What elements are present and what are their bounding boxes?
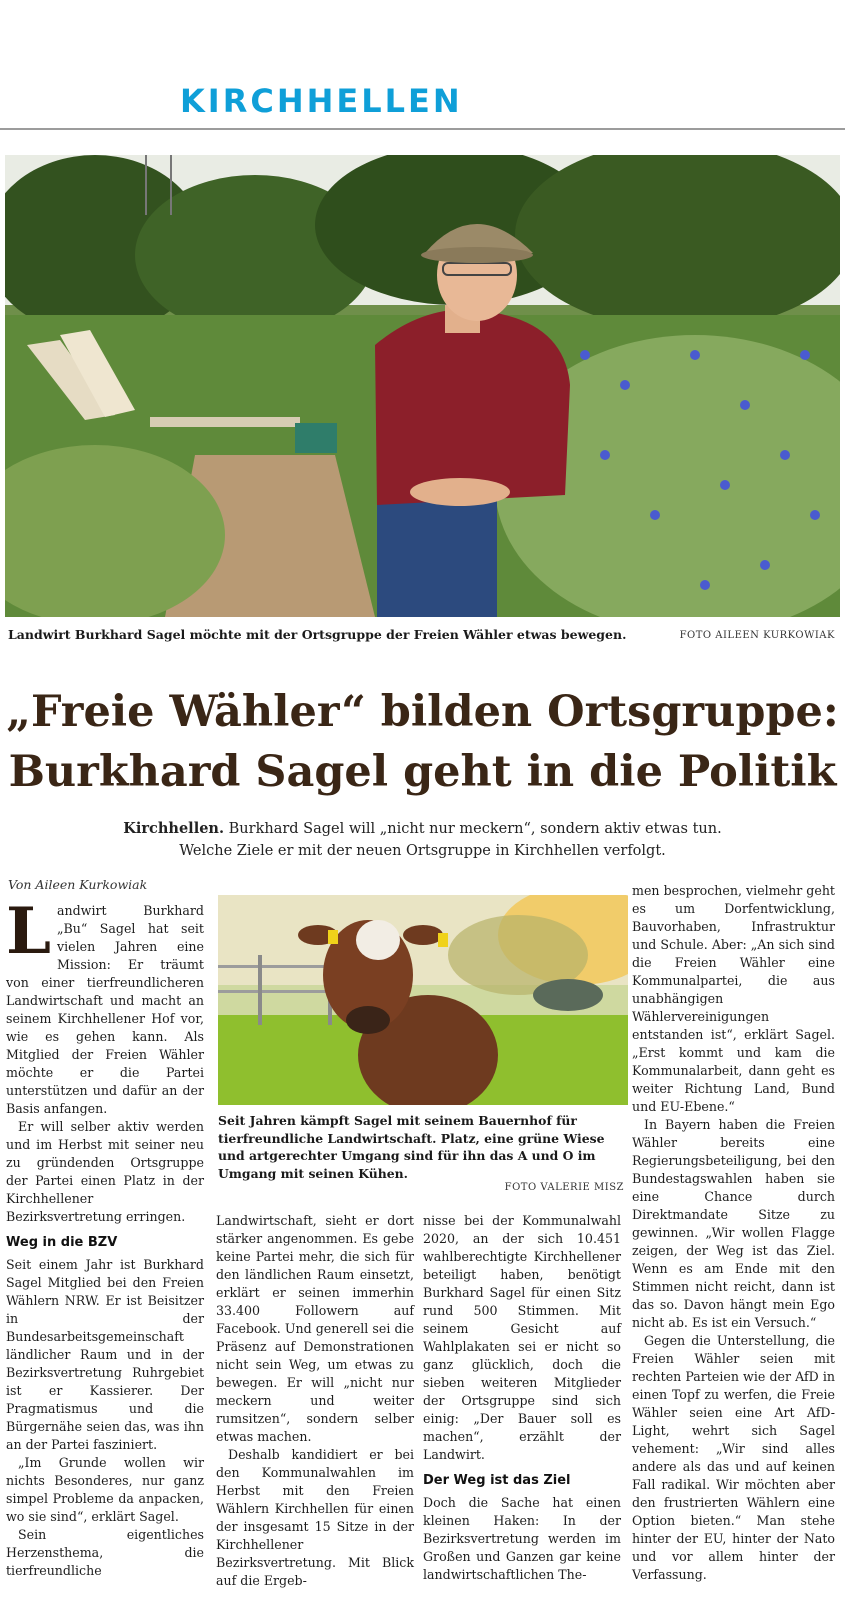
headline-line-2: Burkhard Sagel geht in die Politik	[8, 747, 837, 797]
hero-photo	[5, 155, 840, 617]
farmer-garden-illustration	[5, 155, 840, 617]
article-teaser	[0, 818, 845, 862]
paragraph: Deshalb kandidiert er bei den Kommunalwahlen im Herbst mit den Freien Wählern Kirchhellen für einen der insgesamt 15 Sitze in der Kirchhellener Bezirksvertretung. Mit Blick auf die Ergeb-	[216, 1447, 414, 1588]
calf-caption: Seit Jahren kämpft Sagel mit seinem Bauernhof für tierfreundliche Landwirtschaft. Platz, eine grüne Wiese und artgerechter Umgang sind für ihn das A und O im Umgang mit seinen Kühen.	[218, 1113, 605, 1181]
paragraph: Sein eigentliches Herzensthema, die tierfreundliche	[6, 1527, 204, 1578]
subheading: Der Weg ist das Ziel	[423, 1473, 571, 1488]
article-column-1	[6, 894, 204, 1580]
lead-paragraph	[6, 894, 204, 1118]
teaser-line-1: Burkhard Sagel will „nicht nur meckern“, sondern aktiv etwas tun.	[224, 821, 722, 837]
calf-photo	[218, 895, 628, 1105]
hero-photo-credit: FOTO AILEEN KURKOWIAK	[679, 630, 835, 641]
paragraph: Doch die Sache hat einen kleinen Haken: In der Bezirksvertretung werden im Großen und Ganzen gar keine landwirtschaftlichen The-	[423, 1495, 621, 1582]
drop-cap: L	[6, 894, 51, 969]
teaser-line-2: Welche Ziele er mit der neuen Ortsgruppe in Kirchhellen verfolgt.	[179, 843, 666, 859]
article-headline	[0, 682, 845, 802]
calf-photo-credit: FOTO VALERIE MISZ	[504, 1182, 624, 1193]
header-divider	[0, 128, 845, 130]
article-column-4	[632, 882, 835, 1584]
paragraph: In Bayern haben die Freien Wähler bereits eine Regierungsbeteiligung, bei den Bundestagswahlen haben sie eine Chance durch Direktmandate Sitze zu gewinnen. „Wir wollen Flagge zeigen, der Weg ist das Ziel. Wenn es am Ende mit den Stimmen nicht reicht, dann ist das so. Davon hängt mein Ego nicht ab. Es ist ein Versuch.“	[632, 1117, 835, 1330]
paragraph: men besprochen, vielmehr geht es um Dorfentwicklung, Bauvorhaben, Infrastruktur und Schule. Aber: „An sich sind die Freien Wähler eine Kommunalpartei, die aus unabhängigen Wählervereinigungen entstanden ist“, erklärt Sagel. „Erst kommt und kam die Kommunalarbeit, dann geht es weiter Richtung Land, Bund und EU-Ebene.“	[632, 883, 835, 1114]
article-byline: Von Aileen Kurkowiak	[8, 877, 148, 892]
hero-caption: Landwirt Burkhard Sagel möchte mit der Ortsgruppe der Freien Wähler etwas bewegen.	[8, 627, 627, 642]
paragraph: Gegen die Unterstellung, die Freien Wähler seien mit rechten Parteien wie der AfD in einen Topf zu werfen, die Freie Wähler seien eine Art AfD-Light, wehrt sich Sagel vehement: „Wir sind alles andere als das und auf keinen Fall radikal. Wir möchten aber den frustrierten Wählern eine Option bieten.“ Man stehe hinter der EU, hinter der Nato und vor allem hinter der Verfassung.	[632, 1333, 835, 1582]
teaser-place: Kirchhellen.	[123, 820, 225, 837]
section-title: KIRCHHELLEN	[180, 82, 463, 120]
paragraph: nisse bei der Kommunalwahl 2020, an der sich 10.451 wahlberechtigte Kirchhellener beteiligt haben, benötigt Burkhard Sagel für einen Sitz rund 500 Stimmen. Mit seinem Gesicht auf Wahlplakaten sei er nicht so ganz glücklich, doch die sieben weiteren Mitglieder der Ortsgruppe sind sich einig: „Der Bauer soll es machen“, erzählt der Landwirt.	[423, 1213, 621, 1462]
calf-meadow-illustration	[218, 895, 628, 1105]
headline-line-1: „Freie Wähler“ bilden Ortsgruppe:	[6, 687, 839, 737]
paragraph: Seit einem Jahr ist Burkhard Sagel Mitglied bei den Freien Wählern NRW. Er ist Beisitzer in der Bundesarbeitsgemeinschaft ländlicher Raum und in der Bezirksvertretung Ruhrgebiet ist er Kassierer. Der Pragmatismus und die Bürgernähe seien das, was ihn an der Partei fasziniert.	[6, 1257, 204, 1452]
paragraph: Er will selber aktiv werden und im Herbst mit seiner neu zu gründenden Ortsgruppe der Partei einen Platz in der Kirchhellener Bezirksvertretung erringen.	[6, 1119, 204, 1224]
subheading: Weg in die BZV	[6, 1235, 118, 1250]
article-column-2	[216, 1212, 414, 1590]
article-column-3	[423, 1212, 621, 1584]
paragraph: „Im Grunde wollen wir nichts Besonderes, nur ganz simpel Probleme da anpacken, wo sie sind“, erklärt Sagel.	[6, 1455, 204, 1524]
lead-text: andwirt Burkhard „Bu“ Sagel hat seit vielen Jahren eine Mission: Er träumt von einer tierfreundlicheren Landwirtschaft und macht an seinem Kirchhellener Hof vor, wie es gehen kann. Als Mitglied der Freien Wähler möchte er die Partei unterstützen und dafür an der Basis anfangen.	[6, 903, 204, 1116]
paragraph: Landwirtschaft, sieht er dort stärker angenommen. Es gebe keine Partei mehr, die sich für den ländlichen Raum einsetzt, erklärt er seinen immerhin 33.400 Followern auf Facebook. Und generell sei die Präsenz auf Demonstrationen nicht sein Weg, um etwas zu bewegen. Er will „nicht nur meckern und weiter rumsitzen“, sondern selber etwas machen.	[216, 1213, 414, 1444]
